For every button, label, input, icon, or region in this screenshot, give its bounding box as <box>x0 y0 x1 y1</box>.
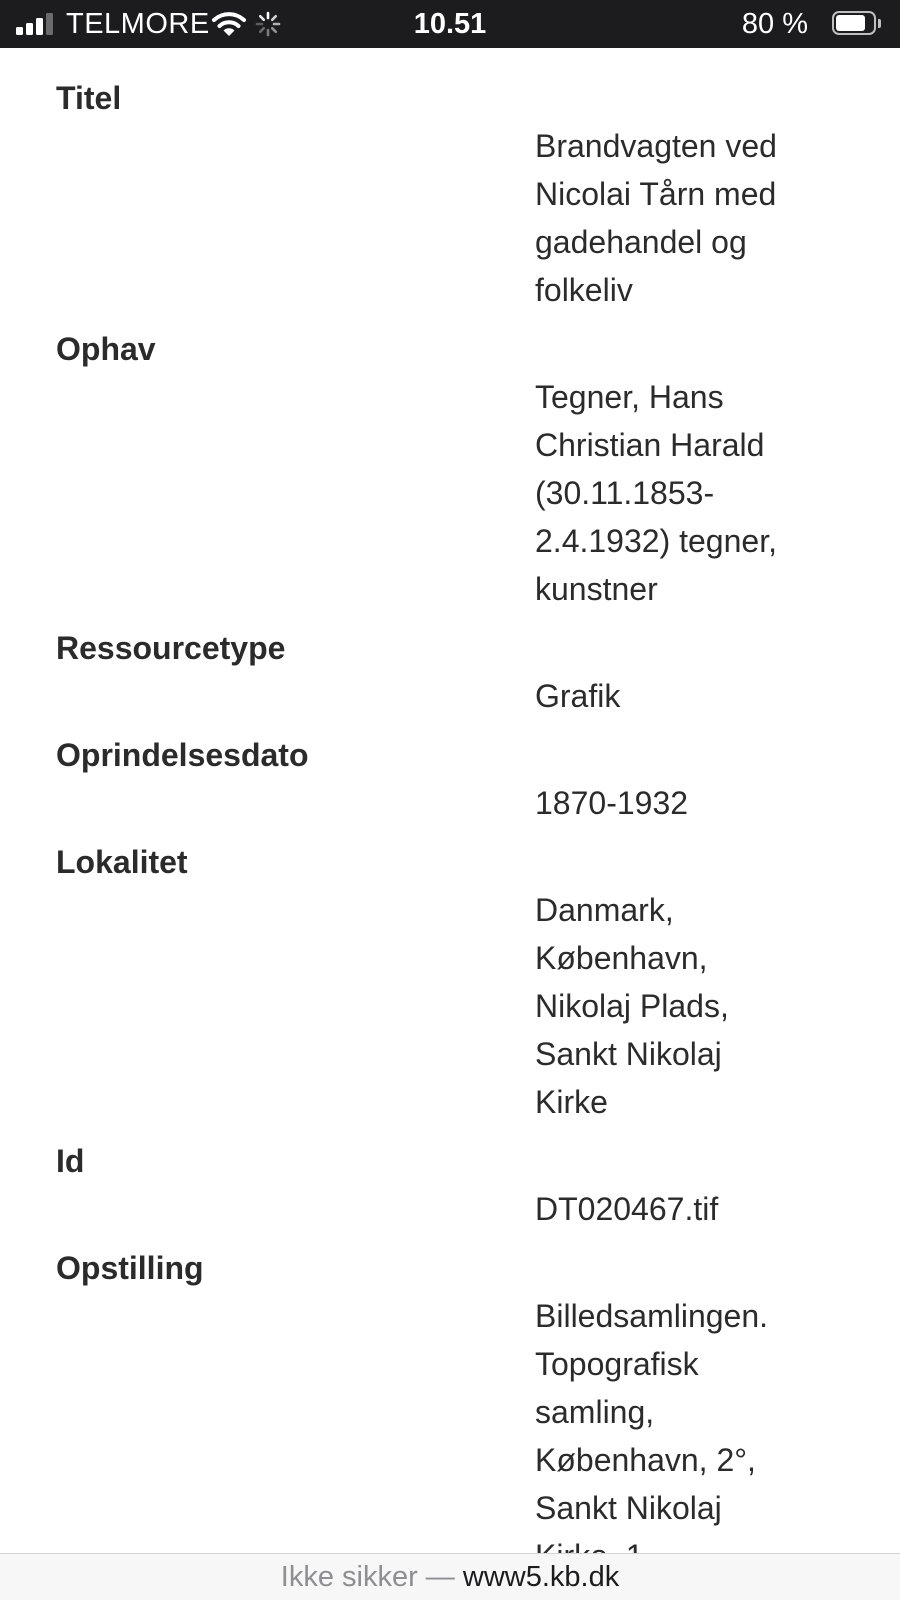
field-label: Lokalitet <box>56 844 188 880</box>
field-value: DT020467.tif <box>535 1191 719 1227</box>
metadata-list <box>0 48 900 1580</box>
field-value: Grafik <box>535 678 621 714</box>
field-label: Oprindelsesdato <box>56 737 309 773</box>
not-secure-label: Ikke sikker — <box>280 1561 455 1593</box>
field-value: Danmark, København, Nikolaj Plads, Sankt Nikolaj Kirke <box>535 892 729 1120</box>
field-label: Ressourcetype <box>56 630 286 666</box>
record-details <box>0 48 900 1553</box>
battery-percentage: 80 % <box>741 8 808 40</box>
cellular-signal-icon <box>16 13 56 35</box>
field-label: Id <box>56 1143 85 1179</box>
field-label: Opstilling <box>56 1250 204 1286</box>
battery-icon <box>832 11 882 37</box>
field-label: Titel <box>56 80 122 116</box>
carrier-name: TELMORE <box>66 8 210 40</box>
activity-spinner-icon <box>255 11 281 37</box>
field-value: 1870-1932 <box>535 785 689 821</box>
status-bar <box>0 0 900 48</box>
field-label: Ophav <box>56 331 156 367</box>
field-value: Tegner, Hans Christian Harald (30.11.1853- 2.4.1932) tegner, kunstner <box>535 379 777 607</box>
field-value: Billedsamlingen. Topografisk samling, København, 2°, Sankt Nikolaj <box>535 1298 769 1526</box>
status-time: 10.51 <box>413 8 487 40</box>
url-bar[interactable] <box>0 1553 900 1600</box>
field-value: Brandvagten ved Nicolai Tårn med gadehandel og folkeliv <box>535 128 777 308</box>
url-domain[interactable]: www5.kb.dk <box>462 1561 620 1593</box>
wifi-icon <box>212 9 246 39</box>
